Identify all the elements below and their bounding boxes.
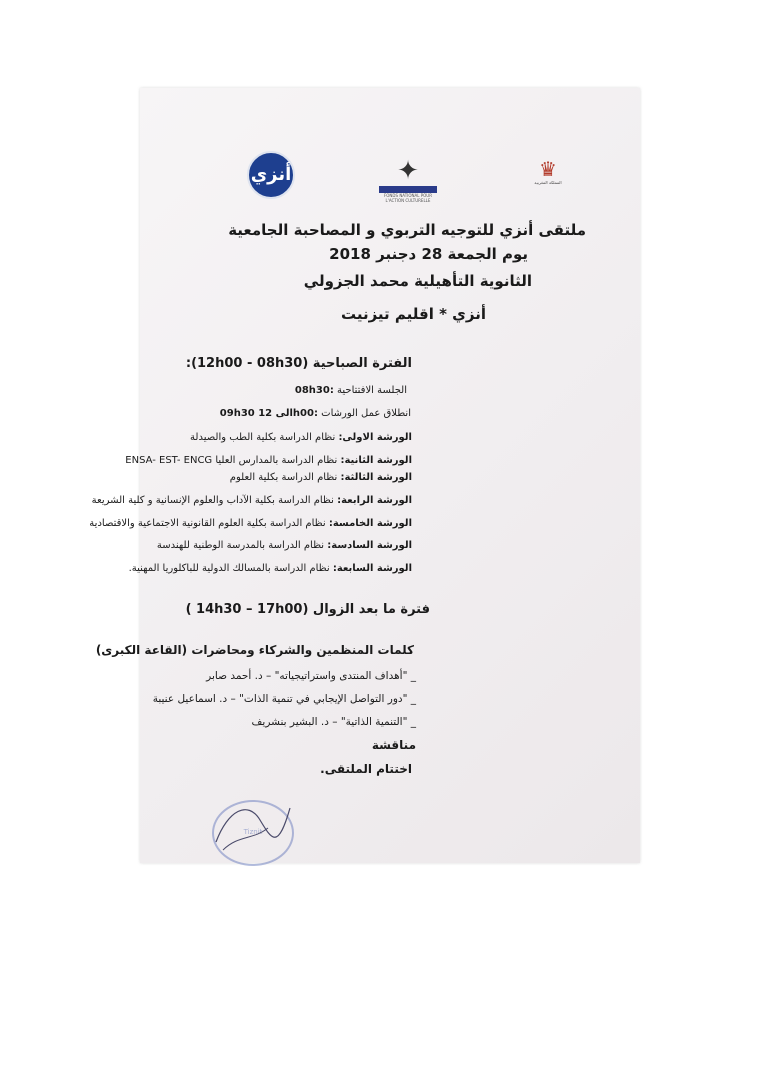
item-text: نظام الدراسة بكلية العلوم القانونية الاجتماعية والاقتصادية — [89, 518, 329, 529]
item-text: الجلسة الافتتاحية — [333, 385, 407, 396]
ministry-logo-text: المملكة المغربية — [534, 180, 562, 185]
item-label: الورشة الرابعة: — [337, 495, 412, 506]
forum-title: ملتقى أنزي للتوجيه التربوي و المصاحبة الجامعية — [228, 221, 586, 239]
item-label: الورشة الخامسة: — [328, 518, 412, 529]
item-label: الورشة الثالثة: — [340, 472, 412, 483]
talk-1: _ "دور التواصل الإيجابي في تنمية الذات" – د. اسماعيل عنيبة — [152, 693, 416, 705]
item-label: الورشة الثانية: — [340, 455, 412, 466]
morning-heading: الفترة الصباحية (12h00 - 08h30): — [185, 356, 412, 371]
fund-logo — [378, 158, 438, 204]
talk-0: _ "أهداف المنتدى واستراتيجياته" – د. أحمد صابر — [206, 670, 416, 682]
dancer-icon: ✦ — [397, 156, 419, 186]
afternoon-intro: كلمات المنظمين والشركاء ومحاضرات (القاعة الكبرى) — [95, 643, 414, 657]
morning-item-0 — [295, 385, 407, 396]
association-logo-text: أنزي — [250, 164, 292, 185]
talk-2: _ "التنمية الذاتية" – د. البشير بنشريف — [251, 716, 416, 728]
fund-logo-text: FONDS NATIONAL POUR L'ACTION CULTURELLE — [383, 193, 433, 203]
item-text: نظام الدراسة بالمسالك الدولية للباكلوريا المهنية. — [128, 563, 333, 574]
morning-item-2 — [190, 432, 412, 443]
item-text: نظام الدراسة بكلية الطب والصيدلة — [190, 432, 339, 443]
morning-item-1 — [220, 408, 411, 419]
afternoon-heading: فترة ما بعد الزوال (14h30 – 17h00 ) — [185, 602, 430, 617]
item-label: الورشة السادسة: — [327, 540, 412, 551]
venue-title: الثانوية التأهيلية محمد الجزولي — [303, 272, 532, 290]
morning-item-5 — [92, 495, 412, 506]
item-label: الورشة السابعة: — [332, 563, 412, 574]
item-text: نظام الدراسة بكلية الآداب والعلوم الإنسانية و كلية الشريعة — [91, 495, 338, 506]
discussion-label: مناقشة — [371, 738, 416, 752]
association-logo — [247, 151, 295, 199]
morning-item-8 — [129, 563, 412, 574]
item-text: انطلاق عمل الورشات — [317, 408, 411, 419]
morning-item-6 — [89, 518, 412, 529]
item-text: نظام الدراسة بالمدرسة الوطنية للهندسة — [156, 540, 328, 551]
morning-item-3 — [125, 455, 412, 466]
location-title: أنزي * اقليم تيزنيت — [340, 305, 486, 323]
stamp-text: Tiznit — [243, 828, 263, 836]
signature-icon — [208, 790, 298, 860]
fund-logo-bar — [379, 186, 437, 193]
item-label: 09h30 الى 12h00: — [219, 408, 318, 419]
morning-item-7 — [157, 540, 412, 551]
event-date: يوم الجمعة 28 دجنبر 2018 — [329, 245, 528, 263]
item-text: نظام الدراسة بكلية العلوم — [229, 472, 341, 483]
emblem-icon: ♛ — [539, 157, 557, 181]
item-text: نظام الدراسة بالمدارس العليا ENSA- EST- ENCG — [125, 455, 341, 466]
ministry-logo — [520, 158, 576, 208]
item-label: 08h30: — [294, 385, 334, 396]
item-label: الورشة الاولى: — [338, 432, 412, 443]
closing-label: اختتام الملتقى. — [320, 762, 412, 776]
morning-item-4 — [230, 472, 412, 483]
